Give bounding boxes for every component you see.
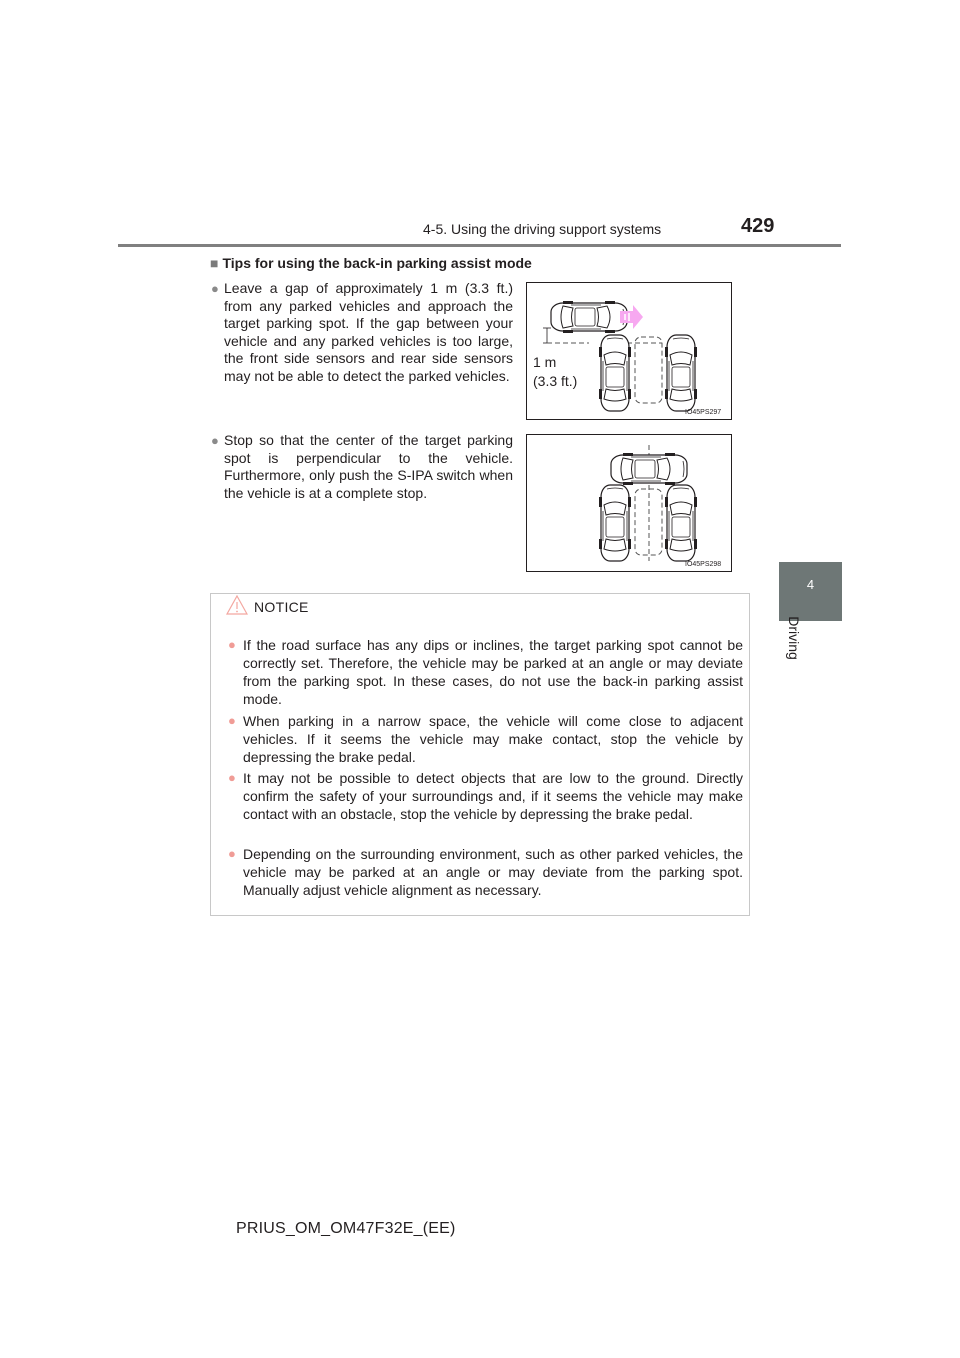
notice-bullet-icon: ●: [228, 637, 236, 652]
gap-distance-label: 1 m (3.3 ft.): [533, 354, 578, 389]
parked-car-right-icon: [665, 335, 697, 411]
chapter-label: Driving: [786, 616, 802, 660]
bullet-dot-icon: ●: [211, 433, 219, 448]
parked-car-left-icon: [599, 485, 631, 561]
stopped-car-icon: [611, 453, 687, 485]
header-divider: [118, 244, 841, 247]
section-heading: [210, 255, 532, 271]
notice-item: ● When parking in a narrow space, the vehicle will come close to adjacent vehicles. If it seems the vehicle may make contact, stop the vehicle by depressing the brake pedal.: [228, 713, 743, 765]
heading-square-icon: ■: [210, 255, 219, 271]
notice-bullet-icon: ●: [228, 770, 236, 785]
notice-item: ● Depending on the surrounding environment, such as other parked vehicles, the vehicle may be parked at an angle or may deviate from the parking spot. Manually adjust vehicle alignment as necessary.: [228, 846, 743, 898]
figure-code: IO45PS297: [685, 409, 722, 416]
chapter-number: 4: [806, 577, 815, 592]
gap-diagram: [527, 283, 731, 419]
bullet-item: [211, 280, 513, 385]
moving-car-icon: [551, 301, 627, 333]
bullet-text: Stop so that the center of the target parking spot is perpendicular to the vehicle. Furthermore, only push the S-IPA switch when the vehicle is at a complete stop.: [224, 432, 513, 501]
header-section-title: 4-5. Using the driving support systems: [423, 221, 662, 237]
notice-title: NOTICE: [254, 599, 309, 615]
figure-gap-illustration: [526, 282, 732, 420]
bullet-item: [211, 432, 513, 502]
figure-perpendicular-illustration: [526, 434, 732, 572]
perpendicular-diagram: [527, 435, 731, 571]
notice-bullet-icon: ●: [228, 846, 236, 861]
figure-code: IO45PS298: [685, 561, 722, 568]
bullet-text: Leave a gap of approximately 1 m (3.3 ft.) from any parked vehicles and approach the target parking spot. If the gap between your vehicle and any parked vehicles is too large, the front side sensors and rear side sensors may not be able to detect the parked vehicles.: [224, 280, 513, 384]
document-code: PRIUS_OM_OM47F32E_(EE): [236, 1220, 456, 1237]
parked-car-right-icon: [665, 485, 697, 561]
notice-item: ● It may not be possible to detect objects that are low to the ground. Directly confirm the safety of your surroundings and, if it seems the vehicle may make contact with an obstacle, stop the vehicle by depressing the brake pedal.: [228, 770, 743, 822]
notice-item: ● If the road surface has any dips or inclines, the target parking spot cannot be correctly set. Therefore, the vehicle may be parked at an angle or may deviate from the parking spot. In these cases, do not use the back-in parking assist mode.: [228, 637, 743, 707]
warning-triangle-icon: [226, 595, 248, 615]
parked-car-left-icon: [599, 335, 631, 411]
notice-bullet-icon: ●: [228, 713, 236, 728]
section-heading-text: Tips for using the back-in parking assist mode: [222, 255, 532, 271]
bullet-dot-icon: ●: [211, 281, 219, 296]
target-parking-spot: [635, 337, 662, 403]
page-number: 429: [741, 215, 775, 237]
